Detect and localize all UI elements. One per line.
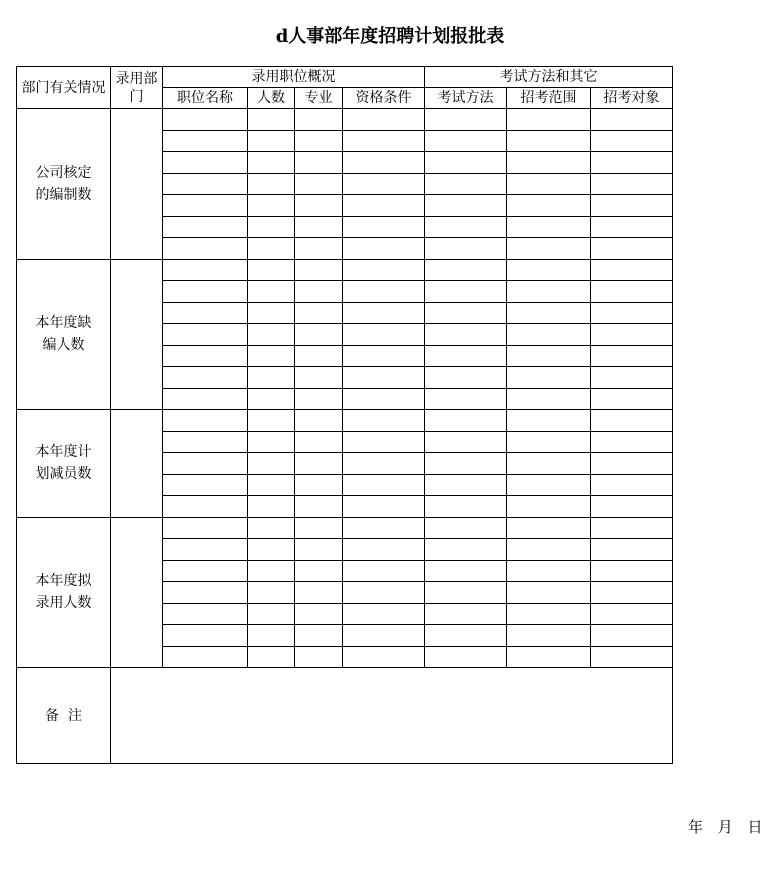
table-cell[interactable] [248,496,295,518]
table-cell[interactable] [507,216,591,238]
section-label: 本年度拟录用人数 [17,517,111,668]
table-cell[interactable] [507,302,591,324]
table-cell[interactable] [425,431,507,453]
table-cell[interactable] [425,625,507,647]
table-cell[interactable] [507,367,591,389]
table-cell[interactable] [295,302,343,324]
table-cell[interactable] [163,302,248,324]
table-cell[interactable] [248,173,295,195]
table-cell[interactable] [248,517,295,539]
table-cell[interactable] [295,560,343,582]
table-cell[interactable] [591,173,673,195]
position-name-header: 职位名称 [163,88,248,109]
table-cell[interactable] [591,646,673,668]
position-overview-header: 录用职位概况 [163,67,425,88]
table-cell[interactable] [248,388,295,410]
table-cell[interactable] [507,625,591,647]
table-cell[interactable] [425,345,507,367]
remarks-row [17,668,673,764]
table-cell[interactable] [425,130,507,152]
table-cell[interactable] [295,173,343,195]
table-cell[interactable] [295,582,343,604]
table-cell[interactable] [507,388,591,410]
major-header: 专业 [295,88,343,109]
table-cell[interactable] [425,474,507,496]
table-cell[interactable] [425,195,507,217]
table-cell[interactable] [343,625,425,647]
table-row [17,109,673,131]
table-cell[interactable] [343,345,425,367]
table-cell[interactable] [425,109,507,131]
table-cell[interactable] [591,560,673,582]
table-cell[interactable] [295,324,343,346]
table-cell[interactable] [425,539,507,561]
table-cell[interactable] [163,431,248,453]
table-cell[interactable] [248,238,295,260]
table-cell[interactable] [248,367,295,389]
table-cell[interactable] [591,109,673,131]
table-cell[interactable] [248,646,295,668]
table-cell[interactable] [343,152,425,174]
table-cell[interactable] [295,195,343,217]
table-cell[interactable] [163,539,248,561]
table-cell[interactable] [425,603,507,625]
table-cell[interactable] [248,410,295,432]
table-cell[interactable] [343,582,425,604]
table-cell[interactable] [343,539,425,561]
table-cell[interactable] [425,388,507,410]
table-cell[interactable] [248,345,295,367]
table-cell[interactable] [591,625,673,647]
table-cell[interactable] [295,539,343,561]
table-cell[interactable] [591,302,673,324]
table-cell[interactable] [248,324,295,346]
table-cell[interactable] [343,259,425,281]
table-cell[interactable] [343,281,425,303]
recruit-target-header: 招考对象 [591,88,673,109]
table-cell[interactable] [591,496,673,518]
table-cell[interactable] [343,646,425,668]
table-cell[interactable] [295,238,343,260]
table-cell[interactable] [591,195,673,217]
table-cell[interactable] [248,625,295,647]
table-cell[interactable] [591,539,673,561]
table-cell[interactable] [343,388,425,410]
table-cell[interactable] [507,431,591,453]
table-cell[interactable] [425,560,507,582]
table-cell[interactable] [425,173,507,195]
table-cell[interactable] [343,216,425,238]
table-cell[interactable] [295,603,343,625]
table-cell[interactable] [507,539,591,561]
table-cell[interactable] [163,517,248,539]
table-cell[interactable] [163,625,248,647]
table-cell[interactable] [343,474,425,496]
table-cell[interactable] [343,173,425,195]
table-cell[interactable] [591,324,673,346]
table-cell[interactable] [507,582,591,604]
table-cell[interactable] [248,474,295,496]
table-cell[interactable] [507,496,591,518]
table-cell[interactable] [295,130,343,152]
table-cell[interactable] [591,388,673,410]
table-cell[interactable] [591,281,673,303]
exam-other-header: 考试方法和其它 [425,67,673,88]
table-cell[interactable] [163,474,248,496]
remarks-field[interactable] [111,668,673,764]
table-cell[interactable] [591,474,673,496]
table-cell[interactable] [425,324,507,346]
table-cell[interactable] [248,431,295,453]
table-cell[interactable] [591,582,673,604]
table-cell[interactable] [163,281,248,303]
table-cell[interactable] [295,496,343,518]
table-cell[interactable] [295,517,343,539]
table-cell[interactable] [163,582,248,604]
hiring-dept-cell[interactable] [111,259,163,410]
table-cell[interactable] [507,281,591,303]
table-cell[interactable] [248,539,295,561]
table-cell[interactable] [163,130,248,152]
table-cell[interactable] [343,109,425,131]
table-cell[interactable] [343,324,425,346]
recruitment-plan-table [16,66,673,764]
table-cell[interactable] [507,259,591,281]
table-cell[interactable] [295,625,343,647]
table-cell[interactable] [295,410,343,432]
section-label: 公司核定的编制数 [17,109,111,260]
table-cell[interactable] [295,474,343,496]
table-cell[interactable] [425,281,507,303]
table-row [17,259,673,281]
table-cell[interactable] [591,367,673,389]
table-cell[interactable] [507,560,591,582]
remarks-label: 备 注 [17,668,111,764]
table-cell[interactable] [343,517,425,539]
table-cell[interactable] [591,152,673,174]
table-cell[interactable] [425,496,507,518]
table-cell[interactable] [248,302,295,324]
table-cell[interactable] [295,259,343,281]
table-cell[interactable] [248,130,295,152]
table-cell[interactable] [163,453,248,475]
table-cell[interactable] [295,109,343,131]
table-cell[interactable] [163,496,248,518]
section-label: 本年度计划减员数 [17,410,111,518]
table-cell[interactable] [507,345,591,367]
table-cell[interactable] [163,560,248,582]
table-cell[interactable] [425,646,507,668]
table-cell[interactable] [591,130,673,152]
table-cell[interactable] [163,259,248,281]
table-cell[interactable] [163,388,248,410]
table-cell[interactable] [343,496,425,518]
section-label: 本年度缺编人数 [17,259,111,410]
table-cell[interactable] [425,259,507,281]
table-cell[interactable] [507,603,591,625]
table-cell[interactable] [295,281,343,303]
table-cell[interactable] [343,195,425,217]
table-cell[interactable] [163,603,248,625]
table-row [17,410,673,432]
table-cell[interactable] [343,130,425,152]
table-cell[interactable] [507,453,591,475]
table-cell[interactable] [163,195,248,217]
table-cell[interactable] [591,345,673,367]
table-cell[interactable] [591,431,673,453]
table-cell[interactable] [248,281,295,303]
table-cell[interactable] [343,431,425,453]
table-row [17,517,673,539]
table-cell[interactable] [163,173,248,195]
table-cell[interactable] [248,109,295,131]
table-cell[interactable] [591,238,673,260]
table-cell[interactable] [507,195,591,217]
table-cell[interactable] [425,517,507,539]
hiring-dept-cell[interactable] [111,410,163,518]
table-cell[interactable] [507,474,591,496]
table-cell[interactable] [248,560,295,582]
table-cell[interactable] [343,410,425,432]
table-cell[interactable] [507,130,591,152]
table-cell[interactable] [425,410,507,432]
table-cell[interactable] [163,345,248,367]
table-cell[interactable] [163,238,248,260]
table-cell[interactable] [343,302,425,324]
table-cell[interactable] [591,517,673,539]
table-cell[interactable] [163,646,248,668]
table-cell[interactable] [163,216,248,238]
table-cell[interactable] [295,431,343,453]
table-cell[interactable] [295,345,343,367]
table-cell[interactable] [507,517,591,539]
table-cell[interactable] [163,410,248,432]
table-cell[interactable] [425,152,507,174]
hiring-dept-cell[interactable] [111,109,163,260]
table-cell[interactable] [295,388,343,410]
qualifications-header: 资格条件 [343,88,425,109]
table-cell[interactable] [163,367,248,389]
table-cell[interactable] [248,216,295,238]
table-cell[interactable] [507,646,591,668]
table-cell[interactable] [248,195,295,217]
table-cell[interactable] [343,453,425,475]
table-cell[interactable] [591,259,673,281]
recruit-scope-header: 招考范围 [507,88,591,109]
table-cell[interactable] [248,453,295,475]
table-cell[interactable] [295,152,343,174]
table-cell[interactable] [343,560,425,582]
table-cell[interactable] [425,302,507,324]
table-cell[interactable] [591,216,673,238]
table-cell[interactable] [248,603,295,625]
table-cell[interactable] [343,603,425,625]
table-cell[interactable] [163,109,248,131]
table-cell[interactable] [163,152,248,174]
table-cell[interactable] [425,582,507,604]
footer-date: 年 月 日 [688,818,763,836]
table-cell[interactable] [295,367,343,389]
table-cell[interactable] [248,152,295,174]
table-cell[interactable] [425,216,507,238]
dept-info-header: 部门有关情况 [17,67,111,109]
table-cell[interactable] [425,238,507,260]
hiring-dept-header: 录用部门 [111,67,163,109]
hiring-dept-cell[interactable] [111,517,163,668]
table-cell[interactable] [248,582,295,604]
table-cell[interactable] [295,646,343,668]
table-cell[interactable] [343,238,425,260]
table-cell[interactable] [507,173,591,195]
table-cell[interactable] [507,410,591,432]
table-cell[interactable] [507,152,591,174]
table-cell[interactable] [295,216,343,238]
table-cell[interactable] [295,453,343,475]
table-cell[interactable] [591,603,673,625]
table-cell[interactable] [507,324,591,346]
table-cell[interactable] [425,453,507,475]
exam-method-header: 考试方法 [425,88,507,109]
table-cell[interactable] [507,238,591,260]
form-title: d人事部年度招聘计划报批表 [275,26,505,47]
table-cell[interactable] [343,367,425,389]
headcount-header: 人数 [248,88,295,109]
table-cell[interactable] [591,453,673,475]
table-cell[interactable] [591,410,673,432]
table-cell[interactable] [507,109,591,131]
table-cell[interactable] [248,259,295,281]
table-cell[interactable] [163,324,248,346]
table-cell[interactable] [425,367,507,389]
